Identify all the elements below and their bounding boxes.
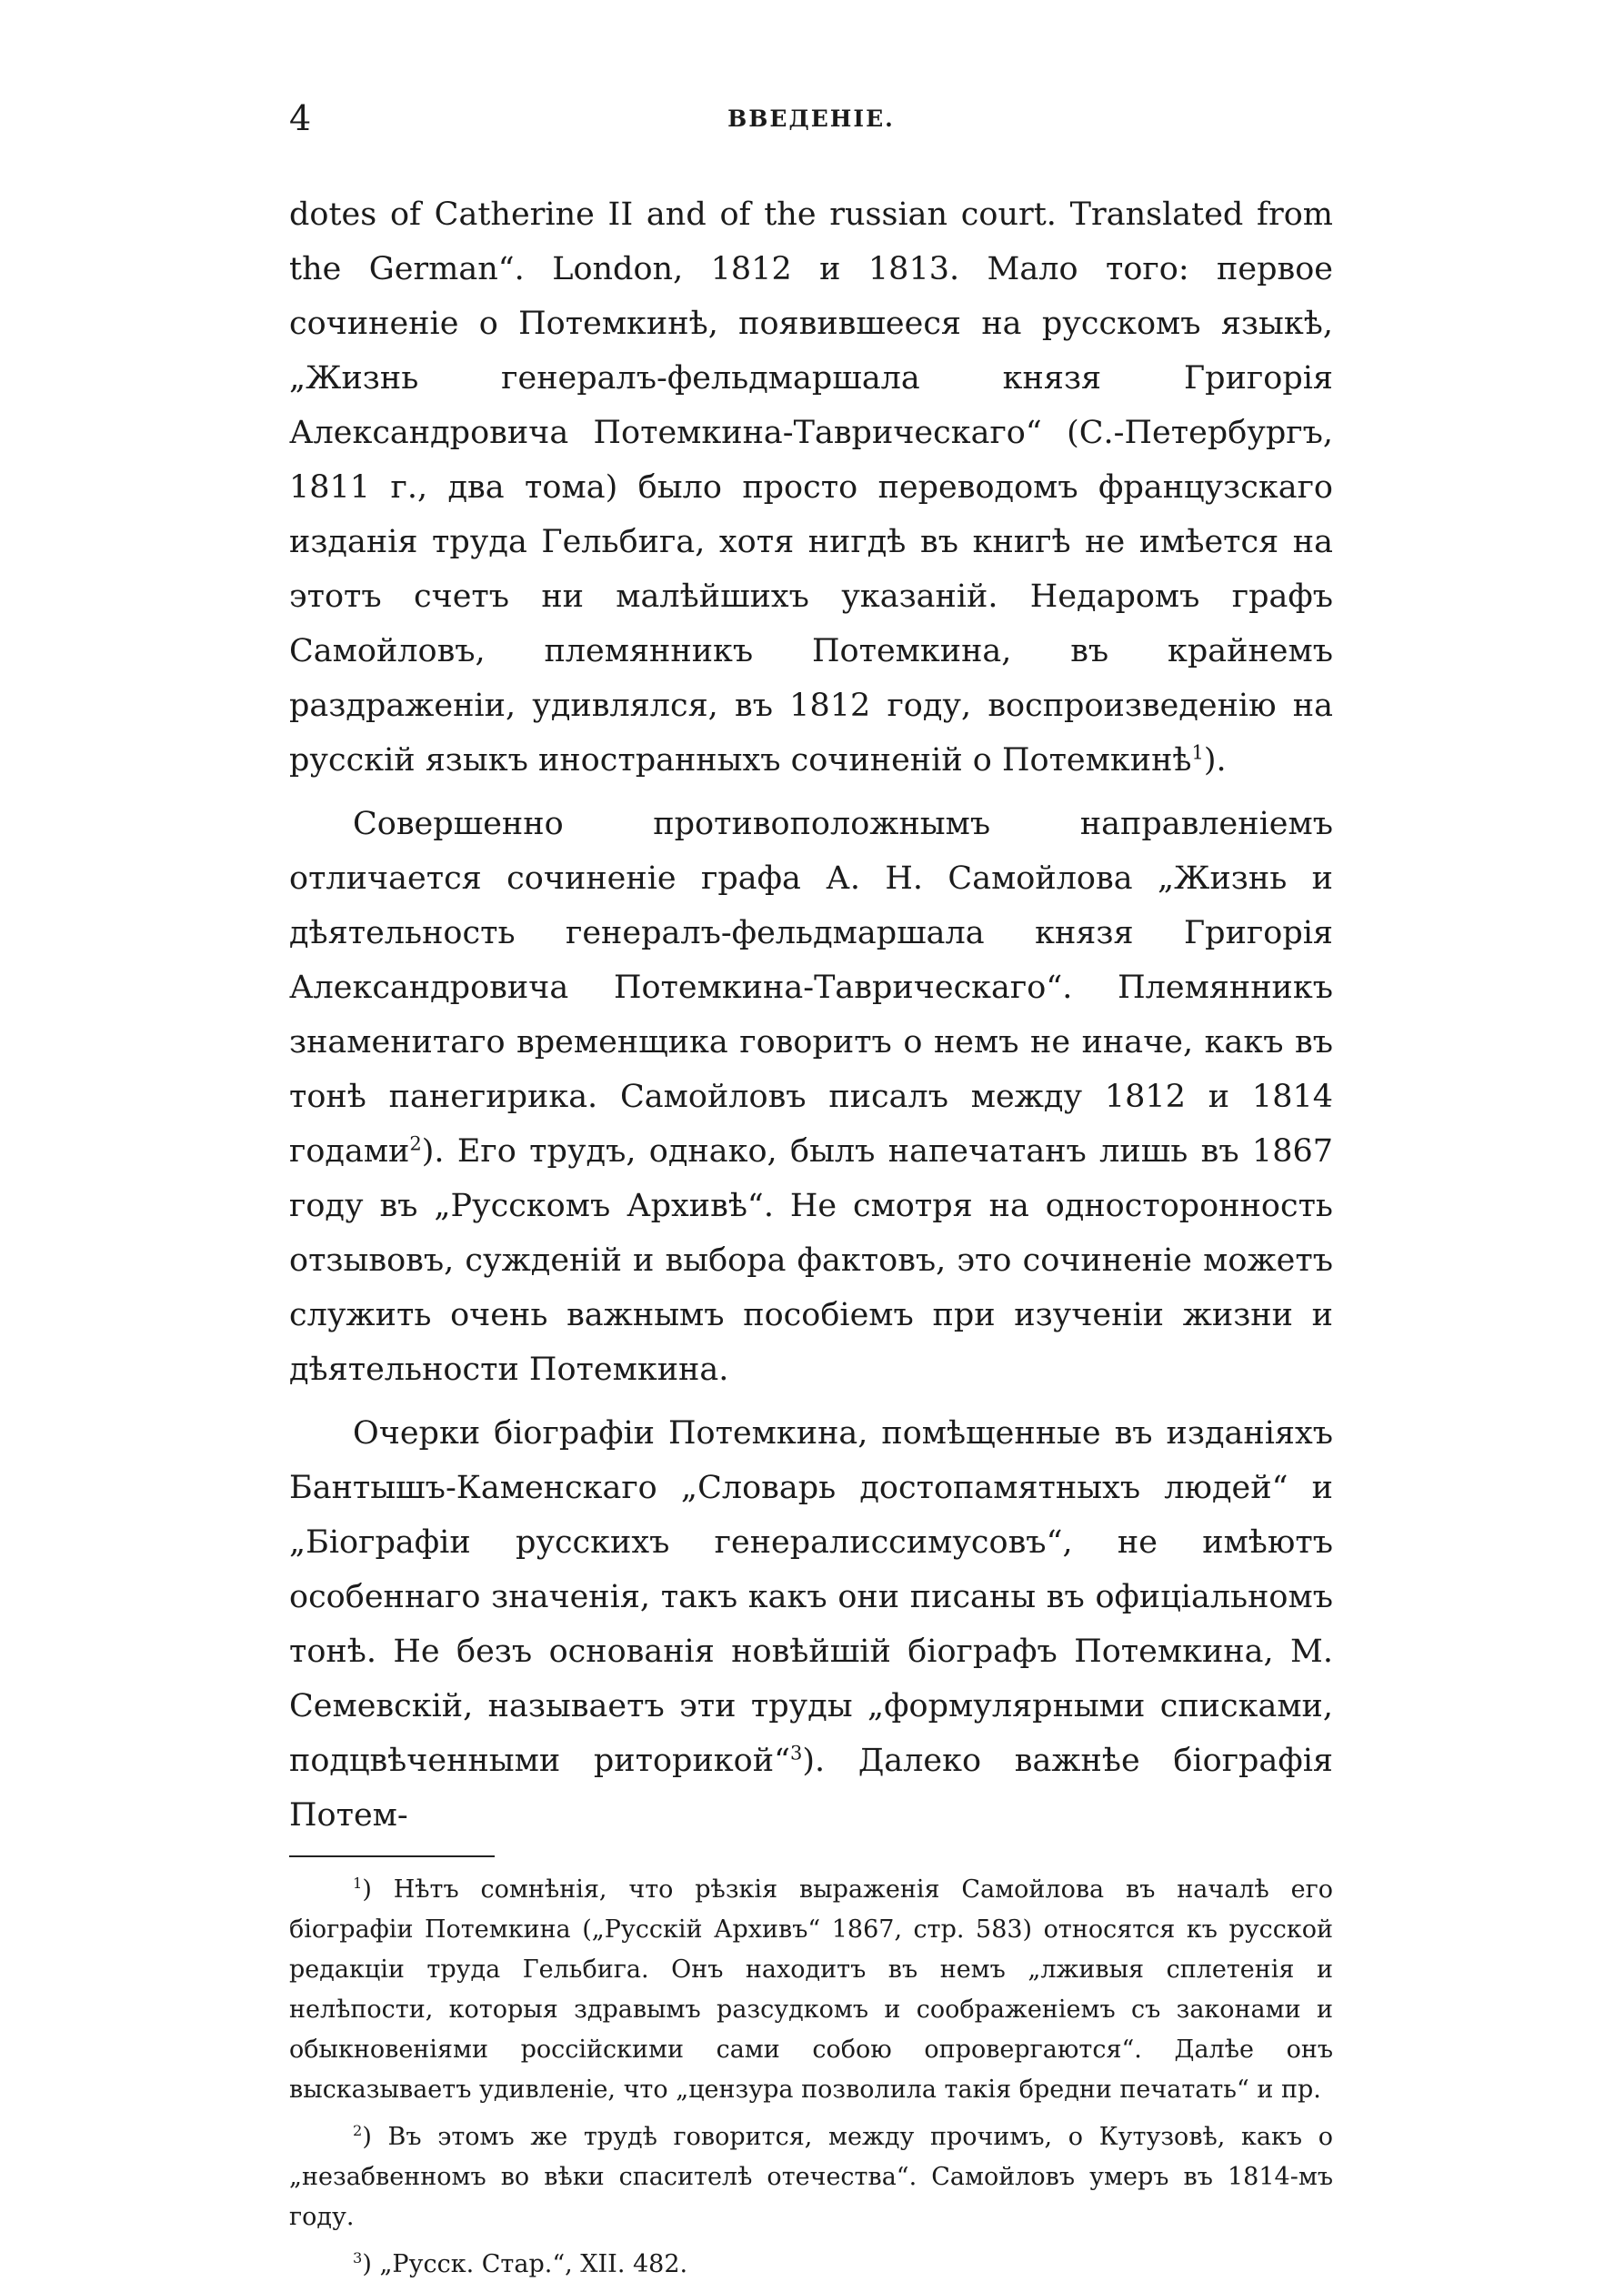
footnote-text: Въ этомъ же трудѣ говорится, между прочимъ, о Кутузовѣ, какъ о „незабвенномъ во вѣки спасителѣ отечества“. Самойловъ умеръ въ 1814-мъ году. [289,2123,1333,2231]
main-text [289,187,1333,1843]
paragraph-2 [289,797,1333,1397]
paragraph-text: dotes of Catherine II and of the russian court. Translated from the German“. London, 1812 и 1813. Мало того: первое сочиненіе о Потемкинѣ, появившееся на русскомъ языкѣ, „Жизнь генералъ-фельдмаршала князя Григорія Александровича Потемкина-Таврическаго“ (С.-Петербургъ, 1811 г., два тома) было просто переводомъ французскаго изданія труда Гельбига, хотя нигдѣ въ книгѣ не имѣется на этотъ счетъ ни малѣйшихъ указаній. Недаромъ графъ Самойловъ, племянникъ Потемкина, въ крайнемъ раздраженіи, удивлялся, въ 1812 году, воспроизведенію на русскій языкъ иностранныхъ сочиненій о Потемкинѣ [289,196,1333,779]
footnote-marker: 1 [353,1875,363,1892]
paragraph-3 [289,1406,1333,1843]
page-header [289,98,1333,149]
paragraph-1 [289,187,1333,788]
paragraph-text-after: ). [1203,742,1227,779]
paragraph-text: Совершенно противоположнымъ направленіемъ отличается сочиненіе графа А. Н. Самойлова „Жизнь и дѣятельность генералъ-фельдмаршала князя Григорія Александровича Потемкина-Таврическаго“. Племянникъ знаменитаго временщика говоритъ о немъ не иначе, какъ въ тонѣ панегирика. Самойловъ писалъ между 1812 и 1814 годами [289,806,1333,1170]
footnote-1: $^1$) Нѣтъ сомнѣнія, что рѣзкія выраженія Самойлова въ началѣ его біографіи Потемкина („Русскій Архивъ“ 1867, стр. 583) относятся къ русской редакціи труда Гельбига. Онъ находитъ въ немъ „лживыя сплетенія и нелѣпости, которыя здравымъ разсудкомъ и соображеніемъ съ законами и обыкновеніями россійскими сами собою опровергаются“. Далѣе онъ высказываетъ удивленіе, что „цензура позволила такія бредни печатать“ и пр. [289,1875,1333,2104]
paragraph-text: Очерки біографіи Потемкина, помѣщенные въ изданіяхъ Бантышъ-Каменскаго „Словарь достопамятныхъ людей“ и „Біографіи русскихъ генералиссимусовъ“, не имѣютъ особеннаго значенія, такъ какъ они писаны въ офиціальномъ тонѣ. Не безъ основанія новѣйшій біографъ Потемкина, М. Семевскій, называетъ эти труды „формулярными списками, подцвѣченными риторикой“ [289,1415,1333,1779]
paragraph-text-after: ). Далеко важнѣе біографія Потем- [289,1743,1333,1834]
footnote-text: Нѣтъ сомнѣнія, что рѣзкія выраженія Самойлова въ началѣ его біографіи Потемкина („Русскій Архивъ“ 1867, стр. 583) относятся къ русской редакціи труда Гельбига. Онъ находитъ въ немъ „лживыя сплетенія и нелѣпости, которыя здравымъ разсудкомъ и соображеніемъ съ законами и обыкновеніями россійскими сами собою опровергаются“. Далѣе онъ высказываетъ удивленіе, что „цензура позволила такія бредни печатать“ и пр. [289,1875,1333,2104]
running-title: ВВЕДЕНІЕ. [727,106,895,132]
footnote-marker: 3 [353,2249,363,2267]
footnote-ref: 3 [789,1742,803,1764]
page-number: 4 [289,98,312,138]
footnote-3: $^3$) „Русск. Стар.“, XII. 482. [353,2249,688,2278]
footnote-ref: 1 [1191,741,1204,764]
book-page [289,98,1333,2292]
footnote-2: $^2$) Въ этомъ же трудѣ говорится, между прочимъ, о Кутузовѣ, какъ о „незабвенномъ во вѣки спасителѣ отечества“. Самойловъ умеръ въ 1814-мъ году. [289,2122,1333,2231]
footnote-marker: 2 [353,2122,363,2139]
paragraph-text-after: ). Его трудъ, однако, былъ напечатанъ лишь въ 1867 году въ „Русскомъ Архивѣ“. Не смотря на односторонность отзывовъ, сужденій и выбора фактовъ, это сочиненіе можетъ служить очень важнымъ пособіемъ при изученіи жизни и дѣятельности Потемкина. [289,1133,1333,1388]
footnote-divider [289,1855,495,1857]
footnotes [289,1870,1333,2285]
footnote-text: „Русск. Стар.“, XII. 482. [379,2250,688,2278]
footnote-ref: 2 [409,1132,422,1155]
